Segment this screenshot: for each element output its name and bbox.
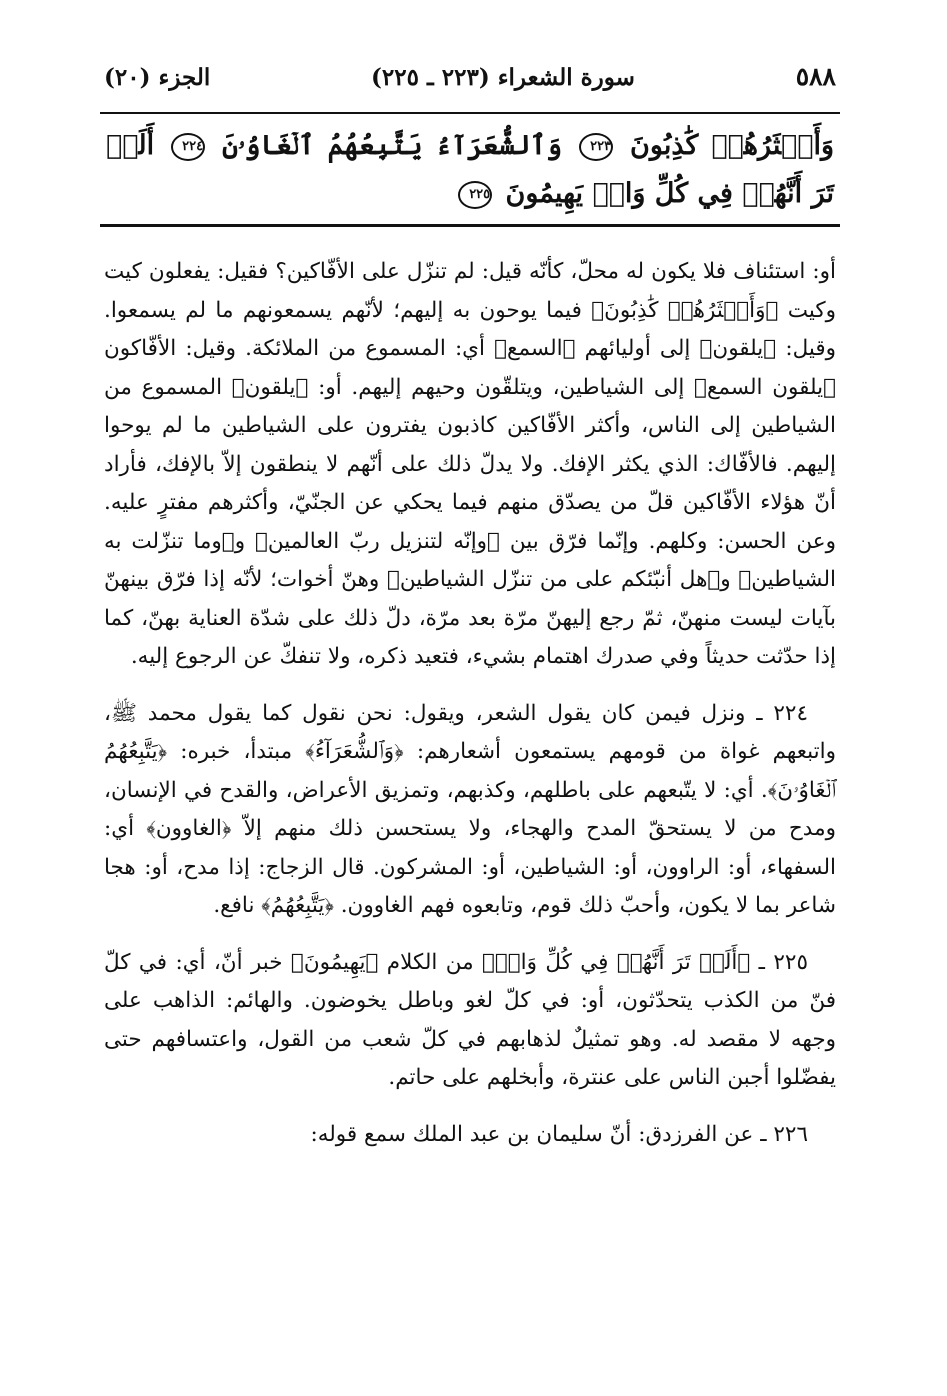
ayah-marker-225: ٢٢٥ <box>458 181 492 209</box>
verse-225-text-end: يَهِيمُونَ <box>505 178 584 209</box>
ayah-marker-223: ٢٢٣ <box>579 133 613 161</box>
surah-title: سورة الشعراء (٢٢٣ ـ ٢٢٥) <box>371 64 635 91</box>
quran-verses <box>100 114 840 227</box>
verse-223-text: وَأَكۡثَرُهُمۡ كَٰذِبُونَ <box>630 130 834 161</box>
verse-225-text-start: أَلَمۡ تَرَ أَنَّهُمۡ فِي كُلِّ وَادٖ <box>106 130 834 209</box>
part-label: الجزء (٢٠) <box>104 64 211 91</box>
commentary-paragraph-intro: أو: استئناف فلا يكون له محلّ، كأنّه قيل: لم تنزّل على الأفّاكين؟ فقيل: يفعلون كيت وكيت ﴿وَأَكۡثَرُهُمۡ كَٰذِبُونَ﴾ فيما يوحون به إليهم؛ لأنّهم يسمعونهم ما لم يسمعوا. وقيل: ﴿يلقون﴾ إلى أوليائهم ﴿السمع﴾ أي: المسموع من الملائكة. وقيل: الأفّاكون ﴿يلقون السمع﴾ إلى الشياطين، ويتلقّون وحيهم إليهم. أو: ﴿يلقون﴾ المسموع من الشياطين إلى الناس، وأكثر الأفّاكين كاذبون يفترون على الشياطين ما لم يوحوا إليهم. فالأفّاك: الذي يكثر الإفك. ولا يدلّ ذلك على أنّهم لا ينطقون إلاّ بالإفك، فأراد أنّ هؤلاء الأفّاكين قلّ من يصدّق منهم فيما يحكي عن الجنّيّ، وأكثرهم مفترٍ عليه. وعن الحسن: وكلهم. وإنّما فرّق بين ﴿وإنّه لتنزيل ربّ العالمين﴾ و﴿وما تنزّلت به الشياطين﴾ و﴿هل أنبّئكم على من تنزّل الشياطين﴾ وهنّ أخوات؛ لأنّه إذا فرّق بينهنّ بآيات ليست منهنّ، ثمّ رجع إليهنّ مرّة بعد مرّة، دلّ ذلك على شدّة العناية بهنّ، كما إذا حدّثت حديثاً وفي صدرك اهتمام بشيء، فتعيد ذكره، ولا تنفكّ عن الرجوع إليه. <box>104 259 836 669</box>
running-header <box>100 62 840 114</box>
commentary <box>100 253 840 1154</box>
page-number: ٥٨٨ <box>795 62 836 91</box>
footnote-226: ٢٢٦ ـ عن الفرزدق: أنّ سليمان بن عبد الملك سمع قوله: <box>310 1121 808 1147</box>
commentary-paragraph-224: ٢٢٤ ـ ونزل فيمن كان يقول الشعر، ويقول: نحن نقول كما يقول محمد ﷺ، واتبعهم غواة من قومهم يستمعون أشعارهم: ﴿وَٱلشُّعَرَآءُ﴾ مبتدأ، خبره: ﴿يَتَّبِعُهُمُ ٱلۡغَاوُۥنَ﴾. أي: لا يتّبعهم على باطلهم، وكذبهم، وتمزيق الأعراض، والقدح في الإنسان، ومدح من لا يستحقّ المدح والهجاء، ولا يستحسن ذلك منهم إلاّ ﴿الغاوون﴾ أي: السفهاء، أو: الراوون، أو: الشياطين، أو: المشركون. قال الزجاج: إذا مدح، أو: هجا شاعر بما لا يكون، وأحبّ ذلك قوم، وتابعوه فهم الغاوون. ﴿يَتَّبِعُهُمُ﴾ نافع. <box>104 700 836 918</box>
book-page <box>100 62 840 1154</box>
verse-224-text: وَٱلشُّعَرَآءُ يَتَّبِعُهُمُ ٱلۡغَاوُۥنَ <box>222 130 563 161</box>
commentary-paragraph-225: ٢٢٥ ـ ﴿أَلَمۡ تَرَ أَنَّهُمۡ فِي كُلِّ وَادٖ﴾ من الكلام ﴿يَهِيمُونَ﴾ خبر أنّ، أي: في كلّ فنّ من الكذب يتحدّثون، أو: في كلّ لغو وباطل يخوضون. والهائم: الذاهب على وجهه لا مقصد له. وهو تمثيلٌ لذهابهم في كلّ شعب من القول، واعتسافهم حتى يفضّلوا أجبن الناس على عنترة، وأبخلهم على حاتم. <box>104 949 836 1090</box>
ayah-marker-224: ٢٢٤ <box>171 133 205 161</box>
